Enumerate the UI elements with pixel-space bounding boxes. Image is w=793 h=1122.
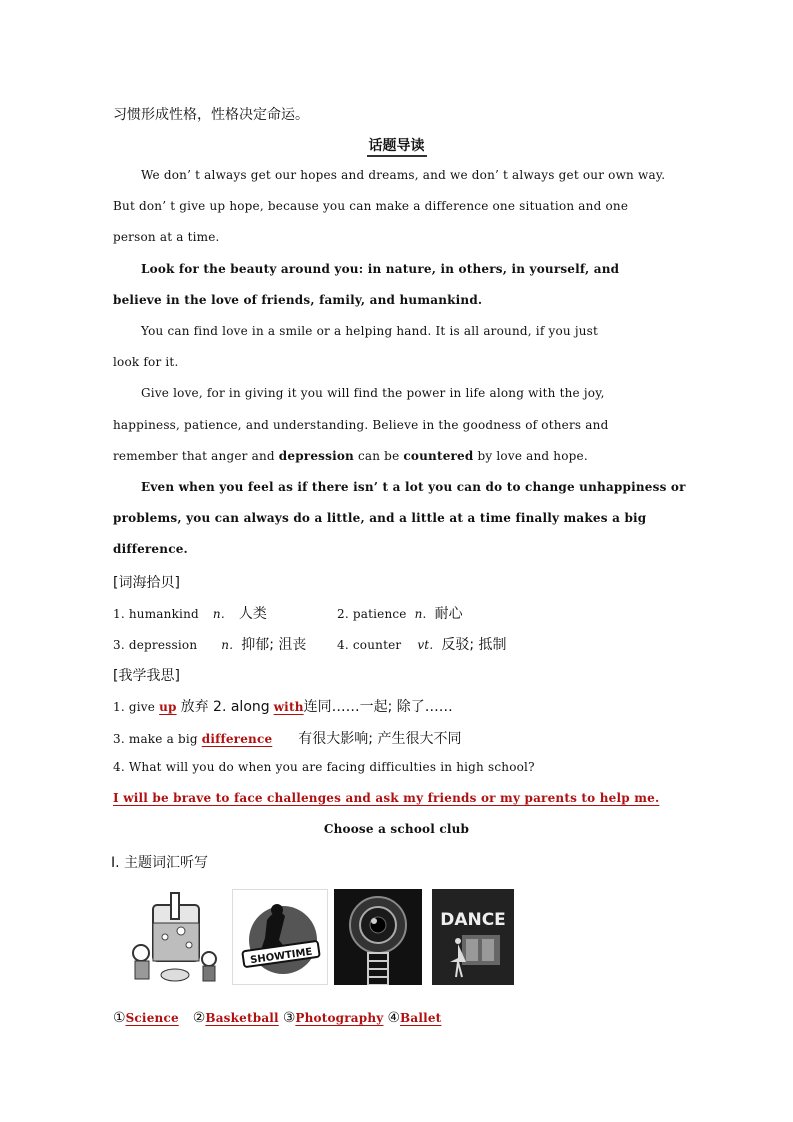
dance-poster xyxy=(432,889,514,985)
vocab-3-cn: 抑郁; 沮丧 xyxy=(241,637,307,653)
answer-3-word: Photography xyxy=(295,1011,384,1025)
vocab-4-pos: vt. xyxy=(417,638,434,652)
basketball-icon xyxy=(233,890,327,984)
vocab-2-word: 2. patience xyxy=(337,607,407,621)
club-title: Choose a school club xyxy=(323,822,470,836)
passage-p4-line2: happiness, patience, and understanding. Believe in the goodness of others and xyxy=(113,418,609,432)
passage-p4-line3 xyxy=(113,449,588,463)
dance-title: DANCE xyxy=(440,910,506,930)
basketball-illustration xyxy=(232,889,328,985)
think-q1-text: 1. give xyxy=(113,700,156,714)
think-row-1 xyxy=(113,696,453,716)
vocab-row-2 xyxy=(337,603,463,623)
passage-p2-line2: believe in the love of friends, family, and humankind. xyxy=(113,293,483,307)
vocab-1-pos: n. xyxy=(212,607,225,621)
think-q3-text: 3. make a big xyxy=(113,732,198,746)
answer-3-num: ③ xyxy=(282,1010,296,1026)
passage-p1-line1: We don’ t always get our hopes and dreams, and we don’ t always get our own way. xyxy=(141,168,666,182)
vocab-4-cn: 反驳; 抵制 xyxy=(441,637,507,653)
think-q2-meaning: 连同……一起; 除了…… xyxy=(303,699,453,715)
passage-p5-line2: problems, you can always do a little, and a little at a time finally makes a big xyxy=(113,511,647,525)
vocab-4-word: 4. counter xyxy=(337,638,402,652)
vocab-3-pos: n. xyxy=(221,638,234,652)
vocab-row-3 xyxy=(113,634,306,654)
science-illustration xyxy=(127,889,223,985)
vocab-3-word: 3. depression xyxy=(113,638,198,652)
answer-2-word: Basketball xyxy=(205,1011,279,1025)
p4-keyword-depression: depression xyxy=(278,449,354,463)
vocab-1-word: 1. humankind xyxy=(113,607,199,621)
passage-p1-line3: person at a time. xyxy=(113,230,220,244)
answer-2-num: ② xyxy=(192,1010,206,1026)
passage-p3-line1: You can find love in a smile or a helping hand. It is all around, if you just xyxy=(141,324,599,338)
p4-text-e: by love and hope. xyxy=(477,449,588,463)
p4-text-c: can be xyxy=(357,449,400,463)
science-icon xyxy=(127,889,223,985)
camera-illustration xyxy=(334,889,422,985)
vocab-2-cn: 耐心 xyxy=(434,606,463,622)
vocab-row-1 xyxy=(113,603,267,623)
vocab-1-cn: 人类 xyxy=(238,606,267,622)
think-q1-meaning: 放弃 2. along xyxy=(180,699,270,715)
think-q3-answer: difference xyxy=(201,732,273,746)
think-header: [我学我思] xyxy=(113,668,180,684)
camera-lens-icon xyxy=(334,889,422,985)
section-title-text: 话题导读 xyxy=(367,135,427,157)
p4-text-a: remember that anger and xyxy=(113,449,275,463)
p4-keyword-countered: countered xyxy=(403,449,474,463)
think-row-3 xyxy=(113,728,461,748)
think-q4-question: 4. What will you do when you are facing difficulties in high school? xyxy=(113,760,535,774)
vocab-2-pos: n. xyxy=(414,607,427,621)
answer-1-word: Science xyxy=(125,1011,179,1025)
vocab-header: [词海拾贝] xyxy=(113,575,180,591)
answer-4-num: ④ xyxy=(387,1010,401,1026)
passage-p5-line3: difference. xyxy=(113,542,188,556)
passage-p1-line2: But don’ t give up hope, because you can make a difference one situation and one xyxy=(113,199,629,213)
passage-p5-line1: Even when you feel as if there isn’ t a lot you can do to change unhappiness or xyxy=(141,480,686,494)
think-q2-answer: with xyxy=(273,700,304,714)
vocab-row-4 xyxy=(337,634,507,654)
intro-line: 习惯形成性格，性格决定命运。 xyxy=(113,107,309,123)
think-q1-answer: up xyxy=(159,700,177,714)
think-q4-answer: I will be brave to face challenges and ask my friends or my parents to help me. xyxy=(113,791,660,805)
ballet-dancer-icon xyxy=(432,889,514,985)
think-q3-meaning: 有很大影响; 产生很大不同 xyxy=(298,731,462,747)
section-title xyxy=(0,135,793,157)
listening-header: Ⅰ. 主题词汇听写 xyxy=(111,855,209,871)
passage-p2-line1: Look for the beauty around you: in nature, in others, in yourself, and xyxy=(141,262,620,276)
answer-4-word: Ballet xyxy=(400,1011,442,1025)
listening-answers xyxy=(113,1009,441,1027)
passage-p4-line1: Give love, for in giving it you will find the power in life along with the joy, xyxy=(141,386,605,400)
answer-1-num: ① xyxy=(113,1010,126,1026)
showtime-label: SHOWTIME xyxy=(249,946,314,967)
passage-p3-line2: look for it. xyxy=(113,355,179,369)
